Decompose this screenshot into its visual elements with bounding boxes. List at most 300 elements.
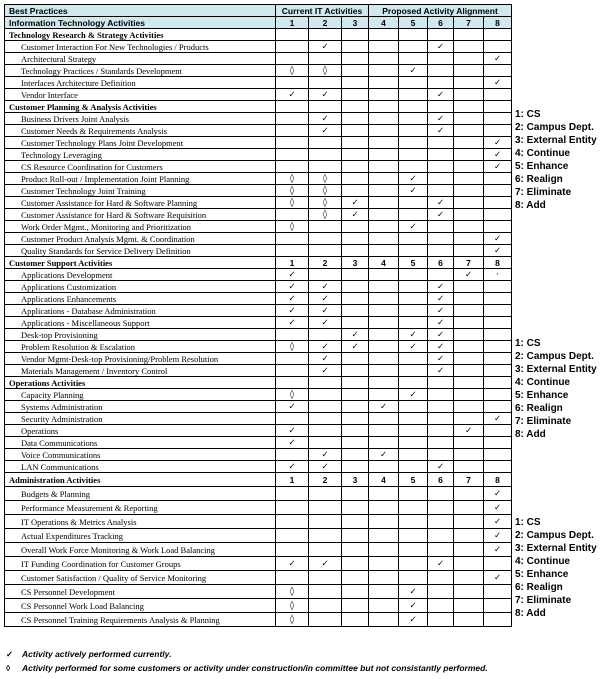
diamond-icon: ◊ <box>276 389 309 401</box>
empty-cell <box>399 149 428 161</box>
header-col-8: 8 <box>484 17 512 29</box>
empty-cell <box>369 377 399 389</box>
table-row <box>5 281 512 293</box>
column-number: 7 <box>454 473 484 487</box>
empty-cell <box>276 515 309 529</box>
diamond-icon: ◊ <box>276 173 309 185</box>
legend-item: 2: Campus Dept. <box>515 122 594 133</box>
empty-cell <box>276 487 309 501</box>
empty-cell <box>454 543 484 557</box>
empty-cell <box>399 515 428 529</box>
legend-item: 2: Campus Dept. <box>515 351 594 362</box>
legend-item: 4: Continue <box>515 377 570 388</box>
legend-item: 2: Campus Dept. <box>515 530 594 541</box>
empty-cell <box>342 613 369 627</box>
activity-label: Applications - Database Administration <box>5 305 276 317</box>
empty-cell <box>342 401 369 413</box>
check-icon: ✓ <box>276 557 309 571</box>
activity-label: Customer Assistance for Hard & Software Requisition <box>5 209 276 221</box>
empty-cell <box>342 449 369 461</box>
empty-cell <box>369 317 399 329</box>
check-icon: ✓ <box>484 245 512 257</box>
empty-cell <box>428 233 454 245</box>
empty-cell <box>369 529 399 543</box>
empty-cell <box>369 389 399 401</box>
column-number: 8 <box>484 473 512 487</box>
check-icon: ✓ <box>428 293 454 305</box>
legend-item: 7: Eliminate <box>515 187 572 198</box>
section-title: Administration Activities <box>5 473 276 487</box>
check-icon: ✓ <box>484 137 512 149</box>
table-row <box>5 599 512 613</box>
table-row <box>5 365 512 377</box>
legend-item: 8: Add <box>515 608 546 619</box>
check-icon: ✓ <box>309 293 342 305</box>
empty-cell <box>369 209 399 221</box>
legend-item: 3: External Entity <box>515 135 597 146</box>
empty-cell <box>454 137 484 149</box>
empty-cell <box>484 185 512 197</box>
check-icon: ✓ <box>399 185 428 197</box>
empty-cell <box>399 209 428 221</box>
dot-mark: · <box>484 269 512 281</box>
check-icon: ✓ <box>428 353 454 365</box>
column-number: 5 <box>399 257 428 269</box>
empty-cell <box>369 365 399 377</box>
empty-cell <box>454 53 484 65</box>
empty-cell <box>484 113 512 125</box>
empty-cell <box>454 293 484 305</box>
table-row <box>5 293 512 305</box>
empty-cell <box>369 341 399 353</box>
empty-cell <box>399 437 428 449</box>
check-icon: ✓ <box>428 461 454 473</box>
footnote-check <box>6 647 488 661</box>
empty-cell <box>342 529 369 543</box>
empty-cell <box>454 557 484 571</box>
empty-cell <box>309 77 342 89</box>
activity-label: Vendor Mgmt-Desk-top Provisioning/Problem Resolution <box>5 353 276 365</box>
empty-cell <box>276 413 309 425</box>
empty-cell <box>484 221 512 233</box>
empty-cell <box>428 501 454 515</box>
empty-cell <box>342 305 369 317</box>
activity-label: LAN Communications <box>5 461 276 473</box>
empty-cell <box>342 233 369 245</box>
column-number: 5 <box>399 473 428 487</box>
legend-item: 1: CS <box>515 109 541 120</box>
column-number: 7 <box>454 257 484 269</box>
empty-cell <box>369 585 399 599</box>
empty-cell <box>454 305 484 317</box>
table-row <box>5 125 512 137</box>
empty-cell <box>454 585 484 599</box>
empty-cell <box>309 529 342 543</box>
table-row <box>5 161 512 173</box>
empty-cell <box>342 599 369 613</box>
table-row <box>5 149 512 161</box>
diamond-icon: ◊ <box>276 585 309 599</box>
empty-cell <box>342 245 369 257</box>
check-icon: ✓ <box>428 557 454 571</box>
empty-cell <box>454 413 484 425</box>
empty-cell <box>342 501 369 515</box>
activity-label: Applications Enhancements <box>5 293 276 305</box>
empty-cell <box>369 613 399 627</box>
empty-cell <box>454 209 484 221</box>
table-row <box>5 245 512 257</box>
empty-cell <box>454 41 484 53</box>
activity-label: CS Resource Coordination for Customers <box>5 161 276 173</box>
column-number: 1 <box>276 257 309 269</box>
check-icon: ✓ <box>276 461 309 473</box>
check-icon: ✓ <box>309 317 342 329</box>
current-activities-header: Current IT Activities <box>276 5 369 17</box>
proposed-alignment-header: Proposed Activity Alignment <box>369 5 512 17</box>
check-icon: ✓ <box>276 293 309 305</box>
empty-cell <box>369 305 399 317</box>
legend-item: 7: Eliminate <box>515 595 572 606</box>
footnotes <box>6 647 488 675</box>
empty-cell <box>484 341 512 353</box>
check-icon: ✓ <box>484 77 512 89</box>
empty-cell <box>342 353 369 365</box>
diamond-icon: ◊ <box>276 613 309 627</box>
empty-cell <box>484 305 512 317</box>
empty-cell <box>342 269 369 281</box>
footnote-diamond-text: Activity performed for some customers or activity under construction/in committee but not consistantly performed. <box>22 663 488 673</box>
empty-cell <box>276 365 309 377</box>
table-row <box>5 53 512 65</box>
empty-cell <box>484 29 512 41</box>
activity-label: Quality Standards for Service Delivery Definition <box>5 245 276 257</box>
empty-cell <box>484 401 512 413</box>
empty-cell <box>484 329 512 341</box>
empty-cell <box>428 585 454 599</box>
empty-cell <box>454 449 484 461</box>
diamond-icon: ◊ <box>276 599 309 613</box>
column-number: 2 <box>309 257 342 269</box>
diamond-icon: ◊ <box>309 173 342 185</box>
table-row <box>5 89 512 101</box>
empty-cell <box>428 543 454 557</box>
empty-cell <box>309 413 342 425</box>
empty-cell <box>484 41 512 53</box>
empty-cell <box>428 221 454 233</box>
empty-cell <box>399 293 428 305</box>
activity-label: Applications Development <box>5 269 276 281</box>
check-icon: ✓ <box>399 389 428 401</box>
empty-cell <box>428 53 454 65</box>
empty-cell <box>369 233 399 245</box>
empty-cell <box>342 293 369 305</box>
empty-cell <box>369 293 399 305</box>
empty-cell <box>399 197 428 209</box>
empty-cell <box>276 41 309 53</box>
empty-cell <box>428 571 454 585</box>
table-row <box>5 185 512 197</box>
empty-cell <box>428 29 454 41</box>
empty-cell <box>309 389 342 401</box>
activity-label: Budgets & Planning <box>5 487 276 501</box>
empty-cell <box>454 281 484 293</box>
table-row <box>5 529 512 543</box>
empty-cell <box>276 233 309 245</box>
table-subtitle: Information Technology Activities <box>5 17 276 29</box>
column-number: 6 <box>428 473 454 487</box>
table-row <box>5 449 512 461</box>
legend-item: 3: External Entity <box>515 364 597 375</box>
empty-cell <box>399 77 428 89</box>
column-number: 4 <box>369 257 399 269</box>
empty-cell <box>428 173 454 185</box>
empty-cell <box>369 413 399 425</box>
check-icon: ✓ <box>399 599 428 613</box>
activity-label: Vendor Interface <box>5 89 276 101</box>
empty-cell <box>276 245 309 257</box>
header-col-4: 4 <box>369 17 399 29</box>
empty-cell <box>342 29 369 41</box>
table-row <box>5 329 512 341</box>
legend-item: 6: Realign <box>515 174 563 185</box>
empty-cell <box>454 437 484 449</box>
empty-cell <box>454 613 484 627</box>
diamond-icon: ◊ <box>276 221 309 233</box>
empty-cell <box>428 487 454 501</box>
empty-cell <box>309 149 342 161</box>
check-icon: ✓ <box>428 305 454 317</box>
activity-label: Customer Needs & Requirements Analysis <box>5 125 276 137</box>
empty-cell <box>369 29 399 41</box>
empty-cell <box>454 185 484 197</box>
check-icon: ✓ <box>484 53 512 65</box>
empty-cell <box>309 487 342 501</box>
check-icon: ✓ <box>399 221 428 233</box>
empty-cell <box>369 221 399 233</box>
empty-cell <box>454 149 484 161</box>
check-icon: ✓ <box>399 613 428 627</box>
empty-cell <box>484 461 512 473</box>
empty-cell <box>428 137 454 149</box>
column-number: 1 <box>276 473 309 487</box>
empty-cell <box>428 449 454 461</box>
check-icon: ✓ <box>309 365 342 377</box>
section-title: Technology Research & Strategy Activities <box>5 29 276 41</box>
empty-cell <box>369 353 399 365</box>
empty-cell <box>369 77 399 89</box>
check-icon: ✓ <box>484 501 512 515</box>
table-row <box>5 341 512 353</box>
empty-cell <box>309 571 342 585</box>
empty-cell <box>399 413 428 425</box>
empty-cell <box>342 41 369 53</box>
check-icon: ✓ <box>399 65 428 77</box>
column-number: 2 <box>309 473 342 487</box>
empty-cell <box>454 599 484 613</box>
empty-cell <box>309 377 342 389</box>
check-icon: ✓ <box>428 125 454 137</box>
empty-cell <box>399 305 428 317</box>
activity-label: IT Funding Coordination for Customer Groups <box>5 557 276 571</box>
empty-cell <box>399 161 428 173</box>
empty-cell <box>399 137 428 149</box>
diamond-icon: ◊ <box>309 65 342 77</box>
empty-cell <box>309 401 342 413</box>
check-icon: ✓ <box>428 41 454 53</box>
check-icon: ✓ <box>484 413 512 425</box>
table-row <box>5 353 512 365</box>
empty-cell <box>399 365 428 377</box>
empty-cell <box>342 425 369 437</box>
table-row <box>5 425 512 437</box>
empty-cell <box>454 529 484 543</box>
check-icon: ✓ <box>428 281 454 293</box>
check-icon: ✓ <box>309 113 342 125</box>
empty-cell <box>309 515 342 529</box>
empty-cell <box>369 515 399 529</box>
activity-label: Customer Satisfaction / Quality of Service Monitoring <box>5 571 276 585</box>
empty-cell <box>369 245 399 257</box>
check-icon: ✓ <box>276 89 309 101</box>
empty-cell <box>309 269 342 281</box>
empty-cell <box>428 185 454 197</box>
empty-cell <box>484 557 512 571</box>
activities-table <box>4 4 512 627</box>
empty-cell <box>342 317 369 329</box>
activity-label: Customer Assistance for Hard & Software Planning <box>5 197 276 209</box>
table-row <box>5 557 512 571</box>
empty-cell <box>276 501 309 515</box>
empty-cell <box>454 29 484 41</box>
empty-cell <box>399 317 428 329</box>
check-icon: ✓ <box>484 161 512 173</box>
check-icon: ✓ <box>484 529 512 543</box>
empty-cell <box>342 413 369 425</box>
legend-item: 1: CS <box>515 338 541 349</box>
activity-label: Work Order Mgmt., Monitoring and Prioritization <box>5 221 276 233</box>
check-icon: ✓ <box>484 515 512 529</box>
empty-cell <box>428 149 454 161</box>
empty-cell <box>484 281 512 293</box>
empty-cell <box>276 329 309 341</box>
header-col-5: 5 <box>399 17 428 29</box>
activity-label: Security Administration <box>5 413 276 425</box>
activity-label: IT Operations & Metrics Analysis <box>5 515 276 529</box>
activity-label: Voice Communications <box>5 449 276 461</box>
table-row <box>5 65 512 77</box>
section-title: Customer Support Activities <box>5 257 276 269</box>
activity-label: Architectural Strategy <box>5 53 276 65</box>
activity-label: Materials Management / Inventory Control <box>5 365 276 377</box>
empty-cell <box>428 437 454 449</box>
empty-cell <box>342 571 369 585</box>
empty-cell <box>454 89 484 101</box>
empty-cell <box>454 377 484 389</box>
column-number: 3 <box>342 257 369 269</box>
empty-cell <box>276 53 309 65</box>
check-icon: ✓ <box>428 365 454 377</box>
table-row <box>5 173 512 185</box>
empty-cell <box>309 29 342 41</box>
footnote-check-text: Activity actively performed currently. <box>22 649 172 659</box>
empty-cell <box>399 425 428 437</box>
activity-label: Customer Technology Joint Training <box>5 185 276 197</box>
check-icon: ✓ <box>399 329 428 341</box>
empty-cell <box>276 529 309 543</box>
table-row <box>5 113 512 125</box>
empty-cell <box>342 161 369 173</box>
empty-cell <box>342 365 369 377</box>
empty-cell <box>428 377 454 389</box>
table-row <box>5 543 512 557</box>
empty-cell <box>369 461 399 473</box>
empty-cell <box>399 449 428 461</box>
empty-cell <box>454 65 484 77</box>
empty-cell <box>369 425 399 437</box>
empty-cell <box>428 269 454 281</box>
table-row <box>5 233 512 245</box>
empty-cell <box>309 137 342 149</box>
empty-cell <box>399 281 428 293</box>
check-icon: ✓ <box>276 425 309 437</box>
empty-cell <box>454 353 484 365</box>
check-icon: ✓ <box>342 329 369 341</box>
empty-cell <box>484 613 512 627</box>
empty-cell <box>342 89 369 101</box>
table-row <box>5 137 512 149</box>
empty-cell <box>342 515 369 529</box>
empty-cell <box>369 89 399 101</box>
empty-cell <box>428 77 454 89</box>
empty-cell <box>309 329 342 341</box>
empty-cell <box>454 233 484 245</box>
diamond-icon: ◊ <box>276 341 309 353</box>
footnote-diamond <box>6 661 488 675</box>
legend-item: 7: Eliminate <box>515 416 572 427</box>
diamond-icon: ◊ <box>276 65 309 77</box>
table-row <box>5 401 512 413</box>
empty-cell <box>342 585 369 599</box>
column-number: 8 <box>484 257 512 269</box>
empty-cell <box>276 449 309 461</box>
empty-cell <box>399 571 428 585</box>
section-header <box>5 473 512 487</box>
empty-cell <box>369 101 399 113</box>
empty-cell <box>342 101 369 113</box>
check-icon: ✓ <box>342 209 369 221</box>
check-icon: ✓ <box>309 341 342 353</box>
empty-cell <box>342 487 369 501</box>
section-header <box>5 29 512 41</box>
diamond-icon: ◊ <box>6 663 11 673</box>
activity-label: Systems Administration <box>5 401 276 413</box>
empty-cell <box>399 557 428 571</box>
activity-label: Operations <box>5 425 276 437</box>
empty-cell <box>484 209 512 221</box>
activity-label: Technology Leveraging <box>5 149 276 161</box>
empty-cell <box>454 515 484 529</box>
empty-cell <box>399 125 428 137</box>
legend-item: 4: Continue <box>515 556 570 567</box>
check-icon: ✓ <box>454 269 484 281</box>
empty-cell <box>276 137 309 149</box>
legend-1 <box>515 108 597 212</box>
activity-label: Capacity Planning <box>5 389 276 401</box>
check-icon: ✓ <box>399 341 428 353</box>
empty-cell <box>454 197 484 209</box>
empty-cell <box>454 341 484 353</box>
empty-cell <box>369 543 399 557</box>
